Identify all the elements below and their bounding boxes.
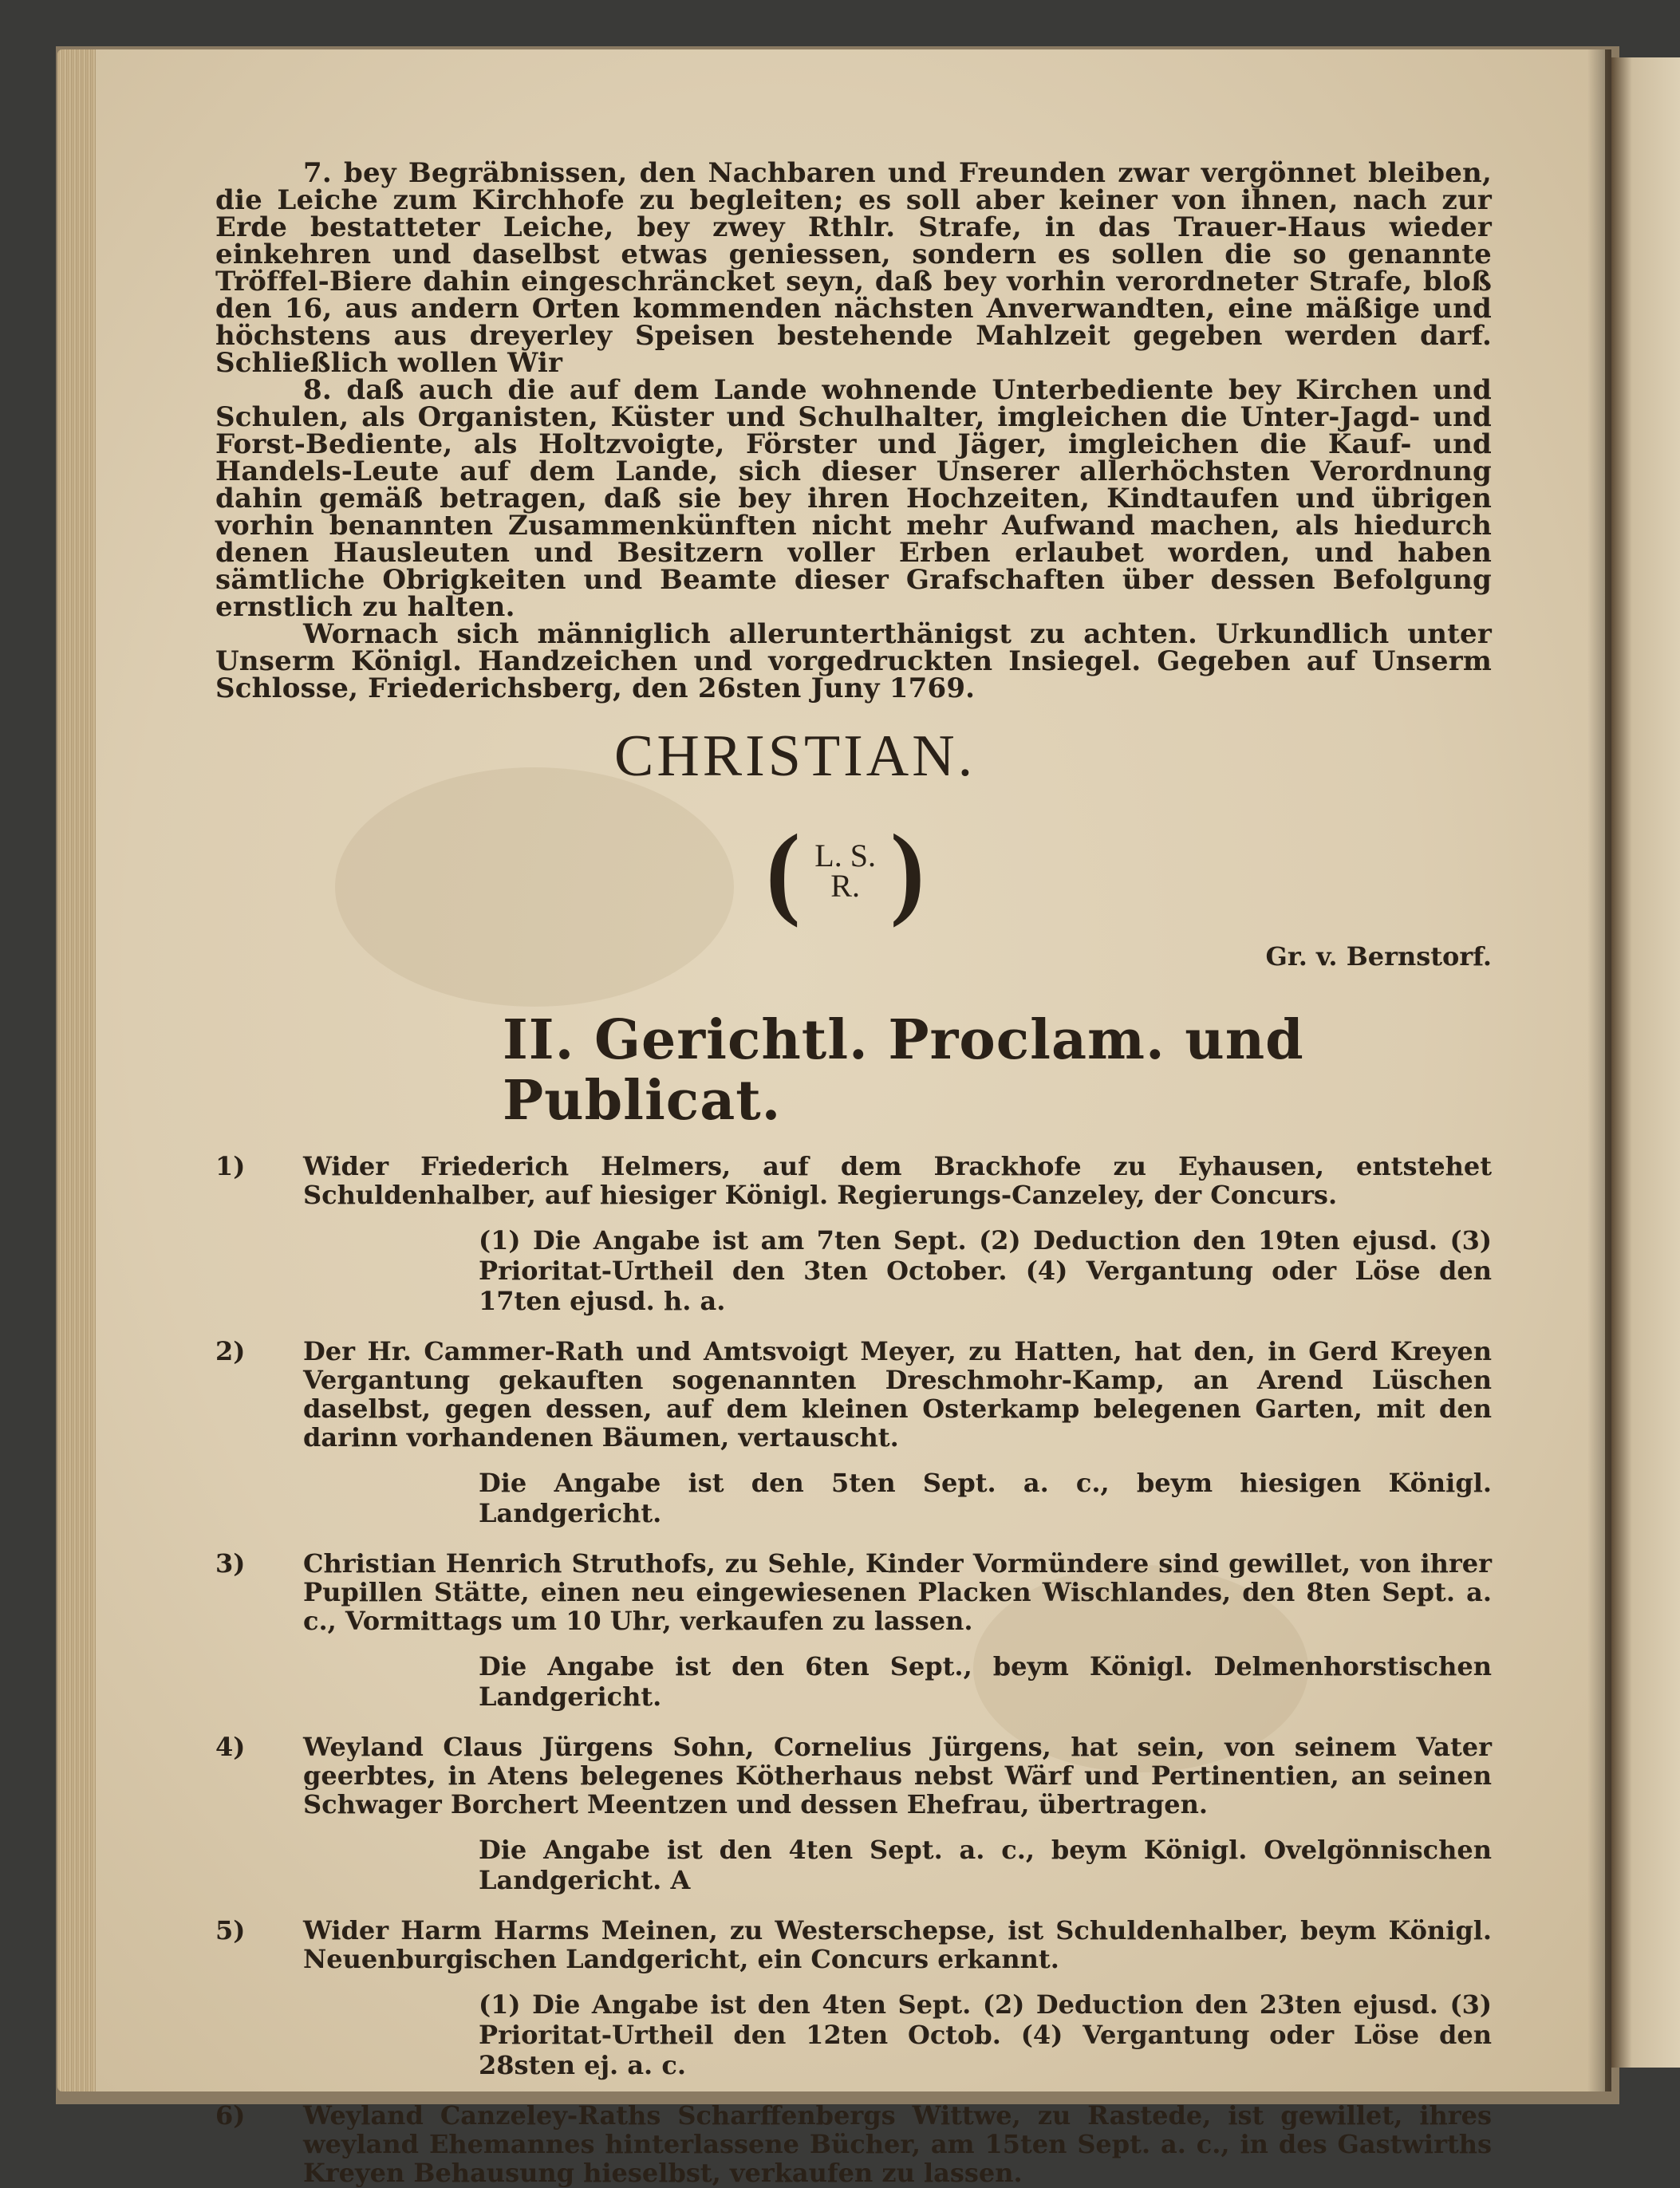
page-content [215, 157, 1492, 2188]
facing-page-edge [1611, 57, 1680, 2068]
item-detail: Die Angabe ist den 6ten Sept., beym Königl. Delmenhorstischen Landgericht. [479, 1651, 1492, 1712]
item-number: 1) [215, 1151, 246, 1181]
item-detail: (1) Die Angabe ist den 4ten Sept. (2) Deduction den 23ten ejusd. (3) Prioritat-Urtheil den 12ten Octob. (4) Vergantung oder Löse den 28sten ej. a. c. [479, 1989, 1492, 2080]
item-detail: Die Angabe ist den 4ten Sept. a. c., beym Königl. Ovelgönnischen Landgericht. A [479, 1835, 1492, 1895]
item-number: 4) [215, 1732, 246, 1762]
item-text: Weyland Claus Jürgens Sohn, Cornelius Jürgens, hat sein, von seinem Vater geerbtes, in Atens belegenes Kötherhaus nebst Wärf und Pertinentien, an seinen Schwager Borchert Meentzen und dessen Ehefrau, übertragen. [303, 1732, 1492, 1819]
notice-5 [215, 1916, 1492, 2080]
item-number: 3) [215, 1548, 246, 1579]
list-item [215, 1152, 1492, 1209]
item-detail: Die Angabe ist den 5ten Sept. a. c., beym hiesigen Königl. Landgericht. [479, 1468, 1492, 1528]
page-edges [57, 49, 99, 2091]
list-item [215, 1337, 1492, 1452]
seal-top-text: L. S. [814, 838, 876, 873]
list-item [215, 1549, 1492, 1635]
closing-paragraph: Wornach sich männiglich allerunterthänigst zu achten. Urkundlich unter Unserm Königl. Handzeichen und vorgedruckten Insiegel. Gegeben auf Unserm Schlosse, Friederichsberg, den 26sten Juny 1769. [215, 618, 1492, 704]
paragraph-8: 8. daß auch die auf dem Lande wohnende Unterbediente bey Kirchen und Schulen, als Organisten, Küster und Schulhalter, imgleichen die Unter-Jagd- und Forst-Bediente, als Holtzvoigte, Förster und Jäger, imgleichen die Kauf- und Handels-Leute auf dem Lande, sich dieser Unserer allerhöchsten Verordnung dahin gemäß betragen, daß sie bey ihren Hochzeiten, Kindtaufen und übrigen vorhin benannten Zusammenkünften nicht mehr Aufwand machen, als hiedurch denen Hausleuten und Besitzern voller Erben erlaubet worden, und haben sämtliche Obrigkeiten und Beamte dieser Grafschaften über dessen Befolgung ernstlich zu halten. [215, 374, 1492, 623]
section-heading: II. Gerichtl. Proclam. und Publicat. [503, 1008, 1304, 1133]
item-text: Christian Henrich Struthofs, zu Sehle, Kinder Vormündere sind gewillet, von ihrer Pupillen Stätte, einen neu eingewiesenen Placken Wischlandes, den 8ten Sept. a. c., Vormittags um 10 Uhr, verkaufen zu lassen. [303, 1548, 1492, 1636]
notice-4 [215, 1733, 1492, 1895]
item-number: 2) [215, 1336, 246, 1366]
seal-right-paren: ) [889, 814, 925, 928]
seal-text [800, 838, 890, 904]
paragraph-7: 7. bey Begräbnissen, den Nachbaren und Freunden zwar vergönnet bleiben, die Leiche zum Kirchhofe zu begleiten; es soll aber keiner von ihnen, nach zur Erde bestatteter Leiche, bey zwey Rthlr. Strafe, in das Trauer-Haus wieder einkehren und daselbst etwas geniessen, sondern es sollen die so genannte Tröffel-Biere dahin eingeschräncket seyn, daß bey vorhin verordneter Strafe, bloß den 16, aus andern Orten kommenden nächsten Anverwandten, eine mäßige und höchstens aus dreyerley Speisen bestehende Mahlzeit gegeben werden darf. Schließlich wollen Wir [215, 157, 1492, 379]
seal-mark [766, 814, 1492, 928]
item-detail: (1) Die Angabe ist am 7ten Sept. (2) Deduction den 19ten ejusd. (3) Prioritat-Urtheil den 3ten October. (4) Vergantung oder Löse den 17ten ejusd. h. a. [479, 1225, 1492, 1316]
spine-shadow [1587, 49, 1611, 2091]
item-number: 6) [215, 2100, 246, 2131]
list-item [215, 2101, 1492, 2187]
notice-3 [215, 1549, 1492, 1712]
item-text: Der Hr. Cammer-Rath und Amtsvoigt Meyer, zu Hatten, hat den, in Gerd Kreyen Vergantung gekauften sogenannten Dreschmohr-Kamp, an Arend Lüschen daselbst, gegen dessen, auf dem kleinen Osterkamp belegenen Garten, mit den darinn vorhandenen Bäumen, vertauscht. [303, 1336, 1492, 1453]
notice-1 [215, 1152, 1492, 1316]
list-item [215, 1916, 1492, 1973]
item-text: Weyland Canzeley-Raths Scharffenbergs Wittwe, zu Rastede, ist gewillet, ihres weyland Ehemannes hinterlassene Bücher, am 15ten Sept. a. c., in des Gastwirths Kreyen Behausung hieselbst, verkaufen zu lassen. [303, 2100, 1492, 2188]
notice-2 [215, 1337, 1492, 1528]
item-number: 5) [215, 1915, 246, 1946]
royal-signature: CHRISTIAN. [614, 723, 976, 789]
countersignature: Gr. v. Bernstorf. [1265, 941, 1492, 972]
seal-bottom-text: R. [830, 868, 860, 904]
seal-left-paren: ( [766, 814, 801, 928]
item-text: Wider Harm Harms Meinen, zu Westerschepse, ist Schuldenhalber, beym Königl. Neuenburgischen Landgericht, ein Concurs erkannt. [303, 1915, 1492, 1974]
list-item [215, 1733, 1492, 1819]
item-text: Wider Friederich Helmers, auf dem Brackhofe zu Eyhausen, entstehet Schuldenhalber, auf hiesiger Königl. Regierungs-Canzeley, der Concurs. [303, 1151, 1492, 1210]
notice-6 [215, 2101, 1492, 2187]
